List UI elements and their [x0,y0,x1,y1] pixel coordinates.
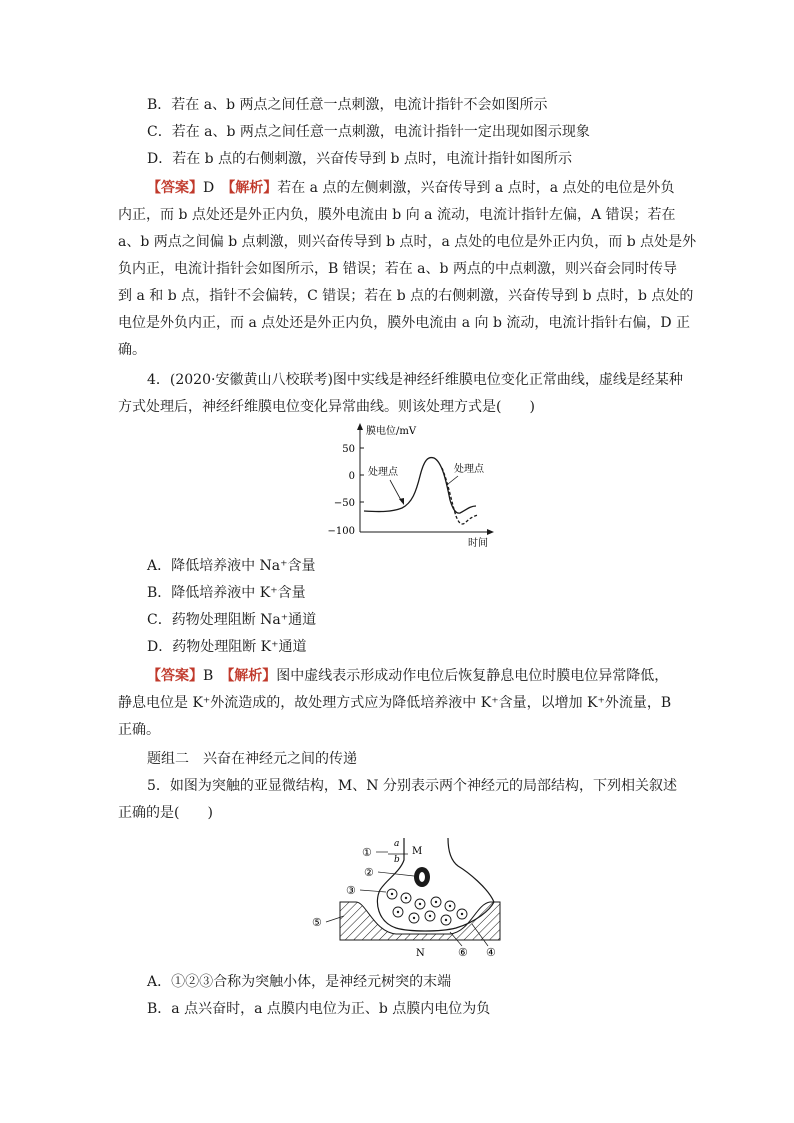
y-axis-label: 膜电位/mV [366,426,417,437]
q4-answer-line [147,666,668,686]
analysis-tag: 【解析】 [228,180,278,196]
q4-analysis-line-3: 正确。 [118,722,160,738]
vesicle-contents [391,893,463,921]
analysis-line-1: 若在 a 点的左侧刺激，兴奋传导到 a 点时，a 点处的电位是外负 [277,180,675,196]
y-tick-label-50: 50 [342,444,355,455]
label-4: ④ [486,946,496,959]
y-axis-arrow [357,423,363,430]
y-tick-label-neg50: −50 [333,498,355,509]
label-6: ⑥ [458,946,468,959]
label-2: ② [364,866,374,879]
point-b-label: b [394,855,400,865]
q4-stem-line-2: 方式处理后，神经纤维膜电位变化异常曲线。则该处理方式是( ) [118,399,535,415]
point-a-label: a [394,839,400,849]
analysis-tag: 【解析】 [227,668,277,684]
postsynaptic-neuron-N [340,902,500,940]
q3-analysis-line-5: 到 a 和 b 点，指针不会偏转，C 错误；若在 b 点的右侧刺激，兴奋传导到 b 点时，b 点处的 [118,288,694,304]
synaptic-vesicles [387,889,467,925]
q3-analysis-line-7: 确。 [118,342,146,358]
q3-option-d: D．若在 b 点的右侧刺激，兴奋传导到 b 点时，电流计指针如图所示 [147,151,572,167]
answer-tag: 【答案】 [147,180,203,196]
q5-stem-line-1: 5．如图为突触的亚显微结构，M、N 分别表示两个神经元的局部结构，下列相关叙述 [147,778,677,794]
q3-answer-line [147,178,675,198]
q5-option-b: B．a 点兴奋时，a 点膜内电位为正、b 点膜内电位为负 [147,1001,491,1017]
q3-analysis-line-4: 负内正，电流计指针会如图所示，B 错误；若在 a、b 两点的中点刺激，则兴奋会同时传导 [118,261,677,277]
abnormal-curve [442,468,478,524]
synapse-figure [300,832,510,962]
q3-option-c: C．若在 a、b 两点之间任意一点刺激，电流计指针一定出现如图示现象 [147,124,590,140]
membrane-potential-figure [320,420,500,550]
q5-option-a: A．①②③合称为突触小体，是神经元树突的末端 [147,974,452,990]
q3-analysis-line-3: a、b 两点之间偏 b 点刺激，则兴奋传导到 b 点时，a 点处的电位是外正内负，而 b 点处是外 [118,234,697,250]
answer-tag: 【答案】 [147,668,203,684]
q5-stem-line-2: 正确的是( ) [118,805,213,821]
label-3: ③ [346,884,356,897]
label-N: N [416,948,425,959]
q4-option-b: B．降低培养液中 K⁺含量 [147,585,306,601]
pointer-left-arrow [399,498,404,505]
q4-analysis-line-2: 静息电位是 K⁺外流造成的，故处理方式应为降低培养液中 K⁺含量，以增加 K⁺外流量，B [118,695,672,711]
q4-option-c: C．药物处理阻断 Na⁺通道 [147,612,317,628]
pointer-right [448,476,458,484]
q4-option-a: A．降低培养液中 Na⁺含量 [147,558,316,574]
label-1: ① [362,846,372,859]
q3-analysis-line-2: 内正，而 b 点处还是外正内负，膜外电流由 b 向 a 流动，电流计指针左偏，A 错误；若在 [118,207,676,223]
y-tick-label-neg100: −100 [327,526,355,537]
q4-option-d: D．药物处理阻断 K⁺通道 [147,639,307,655]
leader-3 [360,890,386,892]
answer-value: D [203,180,215,196]
label-treatment-point-right: 处理点 [454,464,484,475]
label-treatment-point-left: 处理点 [368,467,398,478]
analysis-line-1: 图中虚线表示形成动作电位后恢复静息电位时膜电位异常降低， [276,668,669,684]
q3-option-b: B．若在 a、b 两点之间任意一点刺激，电流计指针不会如图所示 [147,97,548,113]
mitochondrion-inner-icon [419,872,425,882]
q3-analysis-line-6: 电位是外负内正，而 a 点处还是外正内负，膜外电流由 a 向 b 流动，电流计指针右偏，D 正 [118,315,691,331]
group-title: 题组二 兴奋在神经元之间的传递 [147,751,357,767]
pointer-left [390,480,402,502]
y-tick-label-0: 0 [348,471,355,482]
label-5: ⑤ [312,916,322,929]
q4-stem-line-1: 4．(2020·安徽黄山八校联考)图中实线是神经纤维膜电位变化正常曲线，虚线是经某种 [147,372,683,388]
label-M: M [412,846,423,857]
answer-value: B [203,668,214,684]
x-axis-arrow [487,529,494,535]
x-axis-label: 时间 [468,538,488,549]
